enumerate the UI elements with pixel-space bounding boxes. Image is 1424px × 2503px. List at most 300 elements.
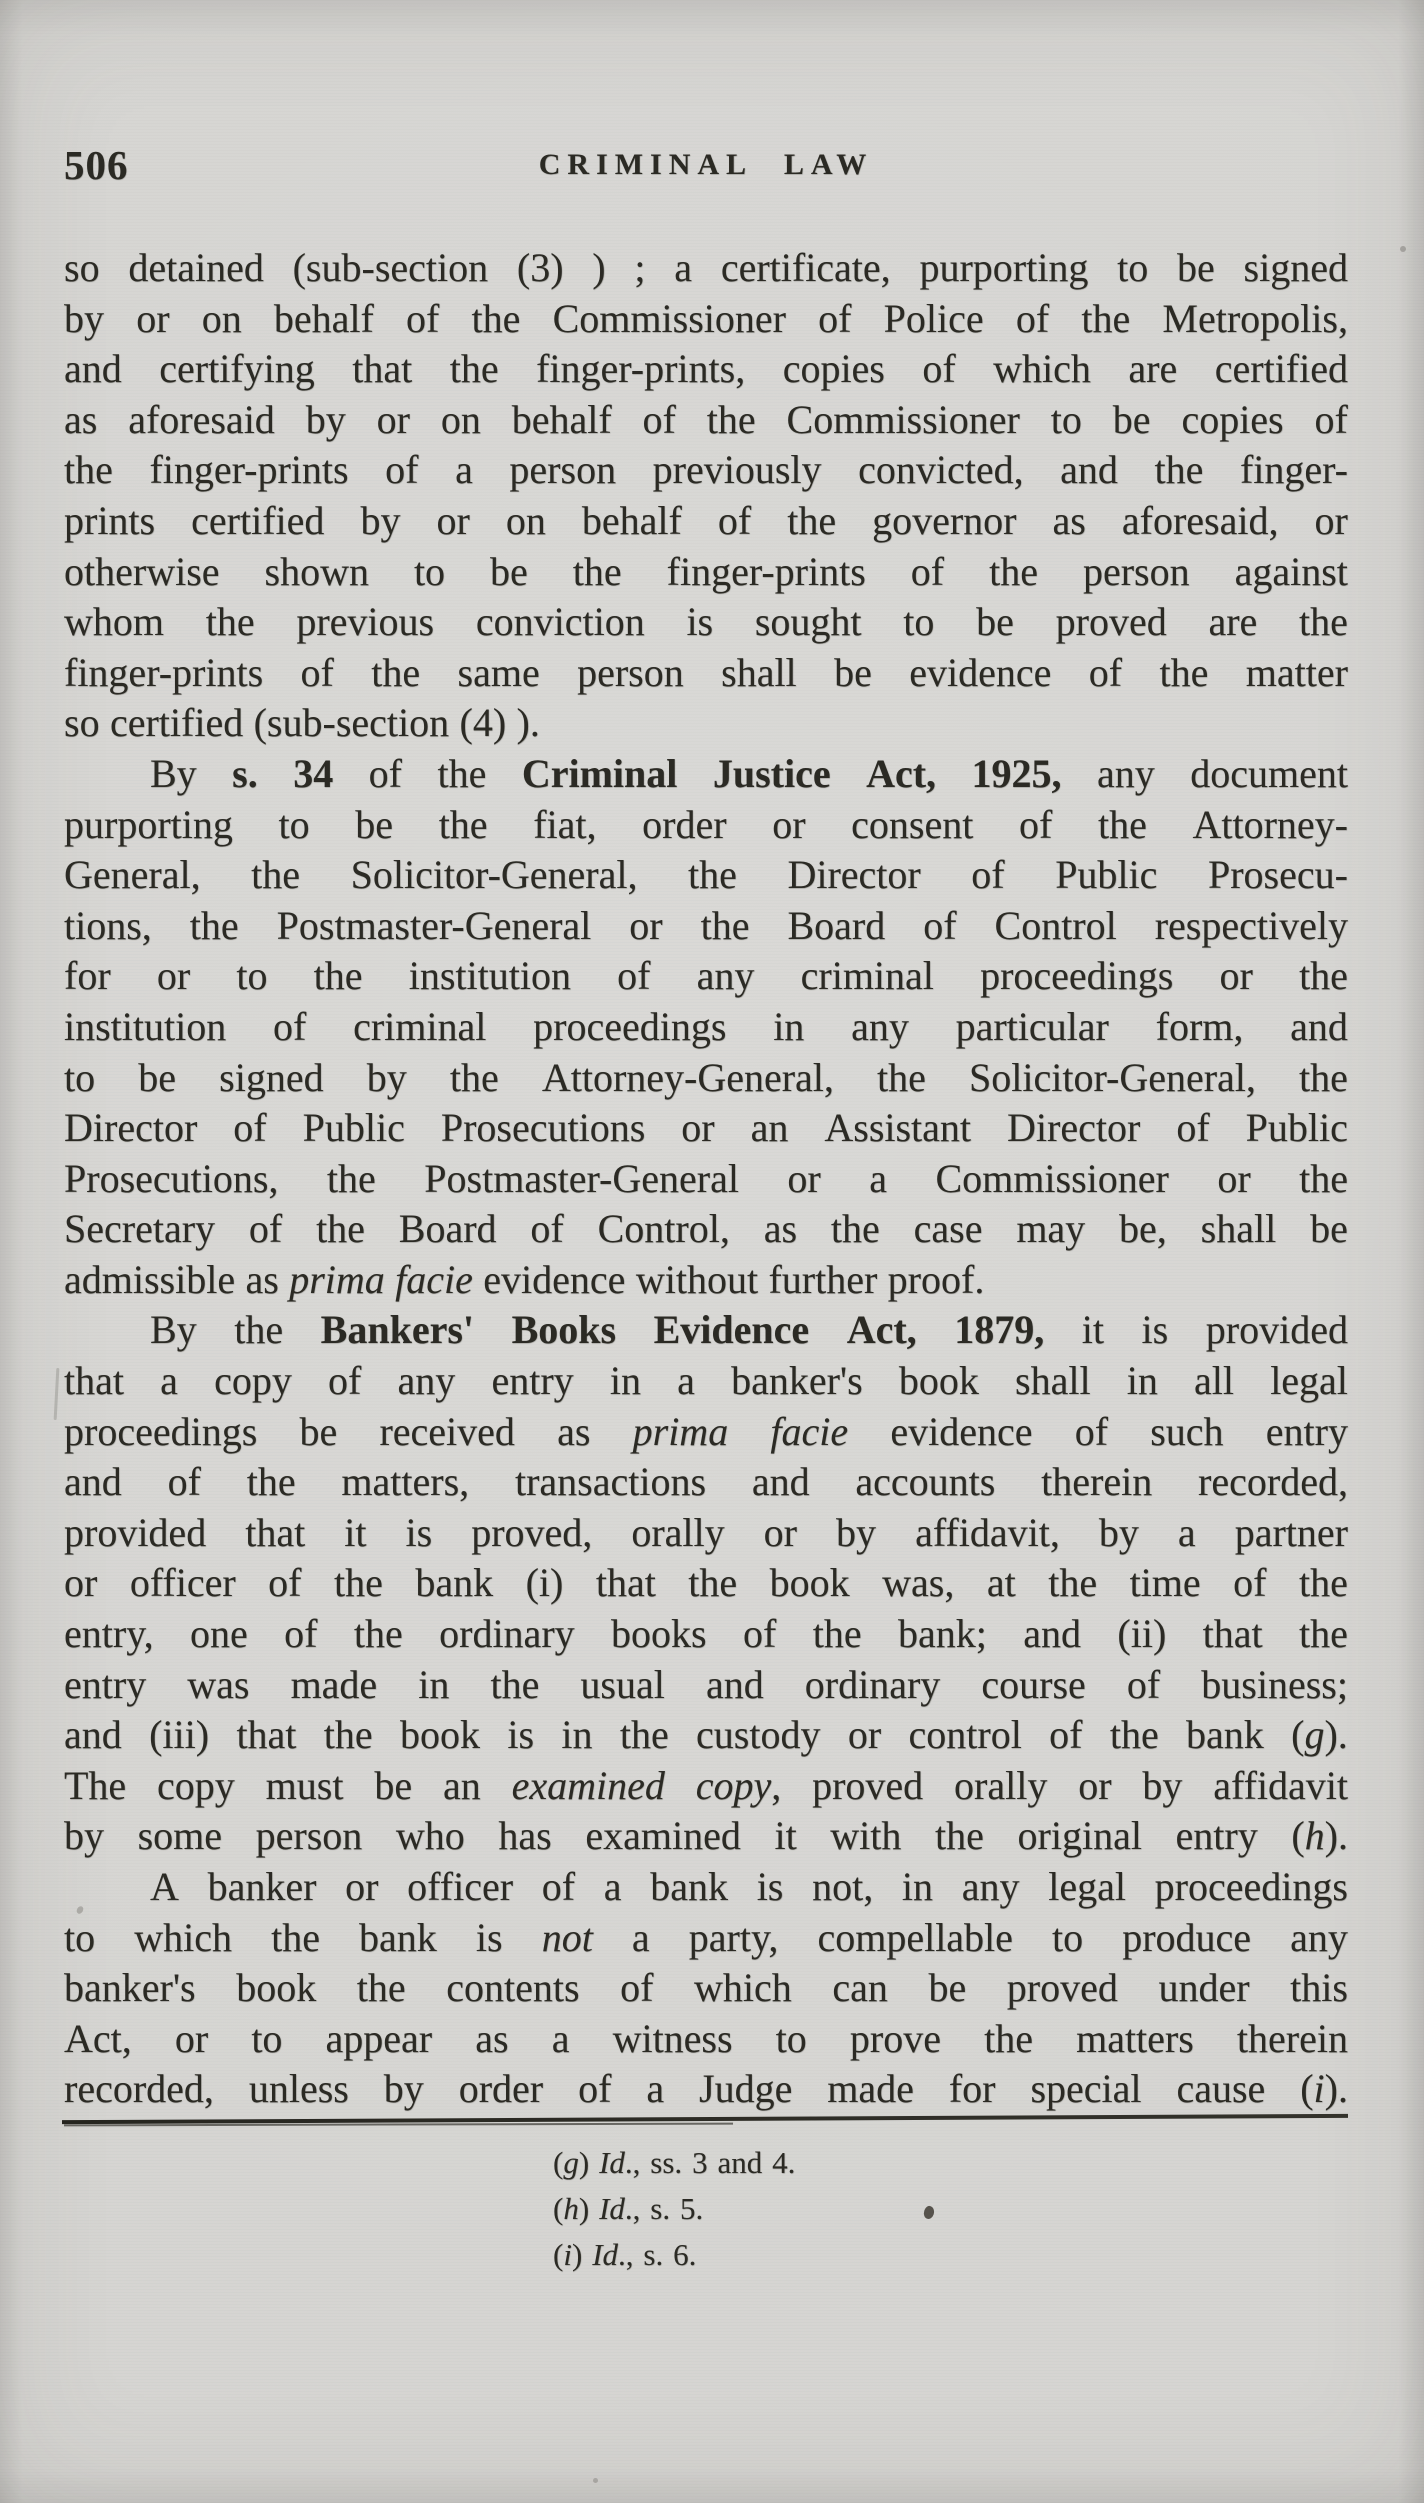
word: any — [1290, 1914, 1348, 1960]
word: original — [1017, 1813, 1142, 1859]
word: bank; — [897, 1611, 987, 1657]
word: that — [64, 1358, 124, 1404]
word: the — [316, 1206, 365, 1252]
word: s. — [232, 750, 258, 796]
word: the — [313, 953, 363, 999]
word: therein — [1041, 1459, 1153, 1505]
word: to — [903, 599, 935, 645]
word: the — [371, 649, 421, 695]
word: copy, — [695, 1762, 782, 1808]
word: that — [595, 1560, 656, 1606]
word: the — [251, 852, 301, 898]
word: (i) — [553, 2237, 583, 2272]
word: finger-prints — [666, 548, 866, 594]
word: Public — [1055, 852, 1158, 898]
word: Prosecu- — [1207, 852, 1348, 898]
word: bank — [359, 1914, 437, 1960]
word: respectively — [1154, 902, 1348, 948]
word: are — [1208, 599, 1258, 645]
word: Evidence — [653, 1307, 810, 1353]
word: Postmaster-General — [276, 902, 592, 948]
word: made — [827, 2066, 914, 2112]
word: it — [774, 1813, 797, 1859]
word: fiat, — [533, 801, 597, 847]
word: any — [696, 953, 755, 999]
word: that — [245, 1509, 306, 1555]
word: on — [440, 396, 481, 442]
word: case — [913, 1206, 983, 1252]
word: produce — [1122, 1914, 1252, 1960]
word: (4) — [459, 700, 507, 746]
word: prints — [64, 497, 156, 543]
word: Books — [511, 1307, 617, 1353]
word: Commissioner — [786, 396, 1020, 442]
word: the — [812, 1611, 862, 1657]
word: of — [385, 447, 419, 493]
word: is — [686, 599, 714, 645]
word: so — [64, 245, 100, 290]
word: copies — [782, 346, 885, 392]
word: or — [136, 295, 170, 341]
word: evidence — [483, 1256, 626, 1302]
word: business; — [1201, 1661, 1348, 1707]
text-line — [64, 901, 1348, 952]
word: be — [1112, 396, 1151, 442]
word: ss. — [650, 2145, 683, 2180]
word: Bankers' — [320, 1307, 475, 1353]
word: A — [150, 1864, 179, 1909]
word: a — [455, 447, 473, 493]
word: or — [1314, 497, 1348, 543]
word: signed — [1243, 245, 1348, 290]
word: a — [677, 1358, 695, 1404]
word: Attorney- — [1192, 801, 1348, 847]
word: be — [928, 1965, 967, 2011]
word: or — [629, 902, 663, 948]
text-line — [64, 1356, 1348, 1407]
word: book — [769, 1560, 850, 1606]
word: therein — [1236, 2015, 1348, 2061]
word: purporting — [919, 245, 1089, 290]
word: of — [818, 295, 852, 341]
word: the — [1081, 295, 1131, 341]
word: ). — [516, 700, 540, 746]
word: behalf — [581, 497, 682, 543]
word: that — [352, 346, 413, 392]
word: be — [1310, 1206, 1348, 1252]
word: sought — [754, 599, 862, 645]
word: that — [1202, 1611, 1263, 1657]
word: and — [1290, 1003, 1348, 1049]
word: Police — [883, 295, 984, 341]
body-text — [64, 243, 1348, 2115]
text-line — [64, 1913, 1348, 1964]
word: officer — [407, 1864, 514, 1909]
word: Secretary — [64, 1206, 216, 1252]
word: particular — [955, 1003, 1109, 1049]
word: entry — [1175, 1813, 1258, 1859]
word: of — [1074, 1408, 1109, 1454]
word: by — [64, 295, 104, 341]
text-line — [64, 1204, 1348, 1255]
word: must — [265, 1762, 344, 1808]
word: Solicitor-General, — [969, 1054, 1256, 1100]
word: of — [233, 1105, 267, 1151]
word: or — [156, 953, 191, 999]
word: institution — [64, 1003, 227, 1049]
word: legal — [1270, 1358, 1348, 1404]
word: a — [603, 1864, 622, 1909]
word: the — [935, 1813, 984, 1859]
text-line — [64, 1407, 1348, 1458]
word: 5. — [680, 2191, 704, 2226]
word: of — [1019, 801, 1053, 847]
word: the — [449, 1054, 499, 1100]
ink-speck — [1400, 246, 1406, 252]
word: orally — [954, 1762, 1048, 1808]
word: previous — [296, 599, 435, 645]
word: shall — [721, 649, 797, 695]
text-line — [64, 2064, 1348, 2115]
word: signed — [219, 1054, 324, 1100]
word: Justice — [712, 750, 831, 796]
word: banker — [207, 1864, 317, 1909]
word: (ii) — [1117, 1611, 1167, 1657]
word: against — [1234, 548, 1348, 594]
word: Act, — [866, 750, 937, 796]
word: or — [345, 1864, 379, 1909]
word: book — [236, 1965, 317, 2011]
word: on — [505, 497, 546, 543]
word: banker's — [731, 1358, 863, 1404]
word: of — [541, 1864, 576, 1909]
word: certificate, — [720, 245, 891, 290]
word: (g). — [1291, 1712, 1348, 1758]
word: Director — [787, 852, 921, 898]
word: the — [989, 548, 1038, 594]
word: Act, — [846, 1307, 917, 1353]
word: Director — [1007, 1105, 1141, 1151]
word: accounts — [855, 1459, 996, 1505]
word: Id., — [599, 2191, 641, 2226]
word: (h) — [553, 2191, 590, 2226]
word: as — [64, 396, 98, 442]
word: the — [787, 497, 837, 543]
word: Assistant — [824, 1105, 972, 1151]
word: governor — [872, 497, 1017, 543]
word: institution — [408, 953, 571, 999]
word: of — [167, 1459, 201, 1505]
word: be — [834, 649, 872, 695]
word: proved — [1006, 1965, 1118, 2011]
word: by — [360, 497, 401, 543]
word: the — [246, 1459, 296, 1505]
word: of — [273, 1003, 307, 1049]
word: person — [255, 1813, 363, 1859]
word: copy — [214, 1358, 292, 1404]
word: by — [305, 396, 346, 442]
word: of — [578, 2066, 612, 2112]
word: the — [64, 447, 113, 493]
word: 6. — [673, 2237, 697, 2272]
text-line — [64, 1255, 1348, 1306]
word: aforesaid, — [1121, 497, 1279, 543]
word: the — [490, 1661, 540, 1707]
word: of — [922, 346, 956, 392]
word: and — [1023, 1611, 1082, 1657]
word: Control, — [597, 1206, 730, 1252]
word: the — [619, 1712, 669, 1758]
word: conviction — [475, 599, 645, 645]
word: Id., — [592, 2237, 634, 2272]
text-line — [64, 1963, 1348, 2014]
word: the — [1298, 1560, 1348, 1606]
word: party, — [688, 1914, 779, 1960]
word: books — [611, 1611, 707, 1657]
word: Act, — [64, 2015, 132, 2061]
word: be — [374, 1762, 413, 1808]
word: Prosecutions — [440, 1105, 646, 1151]
word: Metropolis, — [1162, 295, 1348, 341]
word: the — [271, 1914, 320, 1960]
word: has — [498, 1813, 552, 1859]
word: to — [278, 801, 310, 847]
word: or — [681, 1105, 715, 1151]
word: the — [437, 750, 487, 796]
running-title: CRIMINAL LAW — [538, 148, 874, 181]
word: officer — [129, 1560, 236, 1606]
word: finger-prints — [149, 447, 349, 493]
word: the — [326, 1155, 376, 1201]
word: finger-prints — [64, 649, 264, 695]
word: affidavit, — [915, 1509, 1060, 1555]
word: any — [961, 1864, 1020, 1909]
text-line — [64, 1053, 1348, 1104]
word: ; — [634, 245, 646, 290]
word: of — [617, 953, 651, 999]
word: of — [1049, 1712, 1083, 1758]
word: (i). — [1300, 2066, 1348, 2112]
word: it — [344, 1509, 367, 1555]
word: of — [743, 1611, 777, 1657]
word: to — [413, 548, 446, 594]
word: book — [898, 1358, 979, 1404]
word: is — [405, 1509, 433, 1555]
word: to — [64, 1054, 96, 1100]
word: Solicitor-General, — [350, 852, 638, 898]
word: prima — [632, 1408, 729, 1454]
word: Director — [64, 1105, 198, 1151]
word: the — [1299, 1054, 1348, 1100]
word: banker's — [64, 1965, 196, 2011]
word: facie — [770, 1408, 849, 1454]
text-line — [64, 2014, 1348, 2065]
word: time — [1129, 1560, 1201, 1606]
word: proceedings — [533, 1003, 727, 1049]
word: usual — [580, 1661, 665, 1707]
word: finger-prints, — [536, 346, 746, 392]
word: examined — [585, 1813, 741, 1859]
word: person — [509, 447, 617, 493]
word: by — [1098, 1509, 1139, 1555]
word: and — [64, 346, 122, 392]
word: one — [189, 1611, 248, 1657]
text-line — [64, 1154, 1348, 1205]
word: as — [245, 1256, 279, 1302]
word: of — [1015, 295, 1050, 341]
word: entry, — [64, 1611, 154, 1657]
word: any — [397, 1358, 456, 1404]
text-line — [64, 1558, 1348, 1609]
word: be — [138, 1054, 177, 1100]
word: ) — [592, 245, 606, 290]
word: the — [984, 2015, 1033, 2061]
word: in — [773, 1003, 805, 1049]
footnote-line — [553, 2186, 795, 2232]
word: or — [772, 801, 806, 847]
word: examined — [511, 1762, 665, 1808]
word: in — [418, 1661, 450, 1707]
word: of — [406, 295, 440, 341]
word: the — [234, 1307, 284, 1353]
word: provided — [64, 1509, 207, 1555]
word: By — [150, 1307, 197, 1353]
word: of — [971, 852, 1005, 898]
word: (h). — [1291, 1813, 1348, 1859]
word: Commissioner — [935, 1155, 1169, 1201]
word: (sub-section — [292, 245, 489, 290]
word: Prosecutions, — [64, 1155, 279, 1201]
word: the — [1109, 1712, 1159, 1758]
footnotes — [553, 2140, 795, 2278]
word: of — [620, 1965, 654, 2011]
word: to — [775, 2015, 807, 2061]
word: and — [64, 1459, 122, 1505]
word: of — [530, 1206, 564, 1252]
word: affidavit — [1213, 1762, 1348, 1808]
word: entry — [64, 1661, 147, 1707]
word: of — [642, 396, 676, 442]
text-line — [64, 1761, 1348, 1812]
word: copies — [1181, 396, 1284, 442]
text-line — [64, 1710, 1348, 1761]
word: the — [353, 1611, 403, 1657]
word: certified — [109, 700, 244, 746]
word: for — [948, 2066, 996, 2112]
word: certifying — [159, 346, 315, 392]
word: criminal — [353, 1003, 487, 1049]
text-line — [64, 496, 1348, 547]
word: otherwise — [64, 548, 220, 594]
word: evidence — [890, 1408, 1033, 1454]
text-line — [64, 648, 1348, 699]
word: legal — [1048, 1864, 1126, 1909]
word: entry — [1265, 1408, 1348, 1454]
text-line — [64, 1002, 1348, 1053]
ink-speck — [54, 1368, 60, 1420]
word: of — [300, 649, 334, 695]
word: a — [160, 1358, 178, 1404]
word: course — [981, 1661, 1086, 1707]
word: any — [851, 1003, 909, 1049]
word: in — [901, 1864, 934, 1909]
word: the — [688, 1560, 738, 1606]
word: Id., — [599, 2145, 641, 2180]
word: the — [1299, 1611, 1348, 1657]
word: an — [442, 1762, 481, 1808]
word: admissible — [64, 1256, 236, 1302]
word: which — [134, 1914, 232, 1960]
word: prove — [849, 2015, 941, 2061]
word: the — [688, 852, 737, 898]
word: book — [399, 1712, 480, 1758]
word: control — [908, 1712, 1022, 1758]
word: matters — [1076, 2015, 1194, 2061]
word: all — [1194, 1358, 1235, 1404]
word: person — [1082, 548, 1190, 594]
word: entry — [491, 1358, 574, 1404]
word: of — [923, 902, 957, 948]
text-line — [64, 850, 1348, 901]
word: (i) — [525, 1560, 564, 1606]
word: recorded, — [1198, 1459, 1348, 1505]
word: of — [1088, 649, 1123, 695]
word: the — [706, 396, 756, 442]
word: recorded, — [64, 2066, 214, 2112]
word: the — [189, 902, 239, 948]
word: convicted, — [858, 447, 1024, 493]
text-line — [64, 597, 1348, 648]
word: be, — [1119, 1206, 1167, 1252]
word: the — [700, 902, 750, 948]
word: prima — [289, 1256, 385, 1302]
word: witness — [612, 2015, 733, 2061]
word: not — [541, 1914, 593, 1960]
text-line — [64, 547, 1348, 598]
word: shall — [1200, 1206, 1277, 1252]
word: proved — [812, 1762, 924, 1808]
word: proceedings — [1154, 1864, 1348, 1909]
word: the — [471, 295, 521, 341]
word: on — [201, 295, 242, 341]
word: the — [1097, 801, 1147, 847]
word: of — [1233, 1560, 1267, 1606]
word: by — [366, 1054, 407, 1100]
word: of — [717, 497, 752, 543]
word: a — [631, 1914, 650, 1960]
word: to — [1050, 396, 1082, 442]
footnote-line — [553, 2140, 795, 2186]
word: custody — [696, 1712, 821, 1758]
word: by — [836, 1509, 877, 1555]
word: the — [323, 1712, 373, 1758]
word: ordinary — [439, 1611, 575, 1657]
word: be — [490, 548, 528, 594]
word: matters, — [341, 1459, 470, 1505]
word: Control — [994, 902, 1117, 948]
word: and — [751, 1459, 810, 1505]
word: s. — [643, 2237, 664, 2272]
word: shall — [1015, 1358, 1091, 1404]
word: as — [475, 2015, 509, 2061]
word: under — [1158, 1965, 1250, 2011]
word: or — [1217, 1155, 1251, 1201]
word: bank — [1186, 1712, 1264, 1758]
word: to — [236, 953, 268, 999]
word: proved — [1055, 599, 1167, 645]
word: 4. — [772, 2145, 796, 2180]
word: detained — [128, 245, 264, 290]
